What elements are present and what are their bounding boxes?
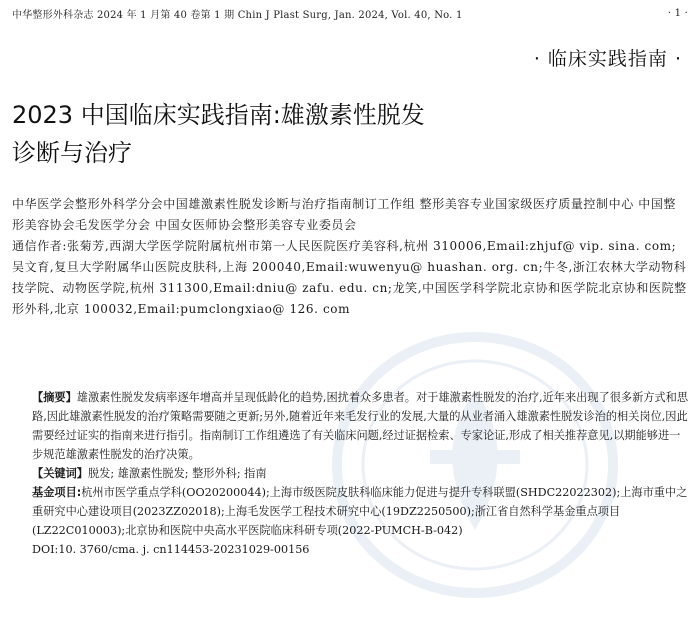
abstract-paragraph bbox=[12, 388, 688, 464]
funding-text: 杭州市医学重点学科(OO20200044);上海市级医院皮肤科临床能力促进与提升专科联盟(SHDC22022302);上海市重中之重研究中心建设项目(2023ZZ02018);上海毛发医学工程技术研究中心(19DZ2250500);浙江省自然科学基金重点项目(LZ22C010003);北京协和医院中央高水平医院临床科研专项(2022-PUMCH-B-042) bbox=[32, 486, 688, 537]
author-block bbox=[12, 194, 688, 320]
corresponding-text: 张菊芳,西湖大学医学院附属杭州市第一人民医院医疗美容科,杭州 310006,Email:zhjuf@ vip. sina. com;吴文育,复旦大学附属华山医院皮肤科,上海 200040,Email:wuwenyu@ huashan. org. cn;牛冬,浙江农林大学动物科技学院、动物医学院,杭州 311300,Email:dniu@ zafu. edu. cn;龙笑,中国医学科学院北京协和医学院北京协和医院整形外科,北京 100032,Email:pumclongxiao@ 126. com bbox=[12, 239, 687, 316]
abstract-label: 【摘要】 bbox=[32, 391, 77, 404]
title-line-1: 2023 中国临床实践指南:雄激素性脱发 bbox=[12, 101, 425, 129]
doi: DOI:10. 3760/cma. j. cn114453-20231029-00156 bbox=[32, 543, 310, 556]
abstract-section bbox=[12, 388, 688, 559]
funding-paragraph bbox=[12, 483, 688, 540]
author-organizations: 中华医学会整形外科学分会中国雄激素性脱发诊断与治疗指南制订工作组 整形美容专业国家级医疗质量控制中心 中国整形美容协会毛发医学分会 中国女医师协会整形美容专业委员会 bbox=[12, 197, 677, 232]
keywords-text: 脱发; 雄激素性脱发; 整形外科; 指南 bbox=[87, 467, 267, 480]
funding-label: 基金项目: bbox=[32, 486, 82, 499]
running-header bbox=[12, 6, 688, 21]
page-number: · 1 · bbox=[667, 8, 688, 19]
corresponding-label: 通信作者: bbox=[12, 239, 68, 253]
section-tag: · 临床实践指南 · bbox=[533, 48, 682, 70]
keywords-label: 【关键词】 bbox=[32, 467, 88, 480]
abstract-text: 雄激素性脱发发病率逐年增高并呈现低龄化的趋势,困扰着众多患者。对于雄激素性脱发的治疗,近年来出现了很多新方式和思路,因此雄激素性脱发的治疗策略需要随之更新;另外,随着近年来毛发行业的发展,大量的从业者涌入雄激素性脱发诊治的相关岗位,因此需要经过证实的指南来进行指引。指南制订工作组遴选了有关临床问题,经过证据检索、专家论证,形成了相关推荐意见,以期能够进一步规范雄激素性脱发的治疗决策。 bbox=[32, 391, 689, 461]
keywords-paragraph bbox=[12, 464, 688, 483]
article-title bbox=[12, 96, 612, 172]
title-line-2: 诊断与治疗 bbox=[12, 139, 132, 167]
journal-citation: 中华整形外科杂志 2024 年 1 月第 40 卷第 1 期 Chin J Plast Surg, Jan. 2024, Vol. 40, No. 1 bbox=[12, 10, 463, 21]
corresponding-authors bbox=[12, 236, 688, 320]
